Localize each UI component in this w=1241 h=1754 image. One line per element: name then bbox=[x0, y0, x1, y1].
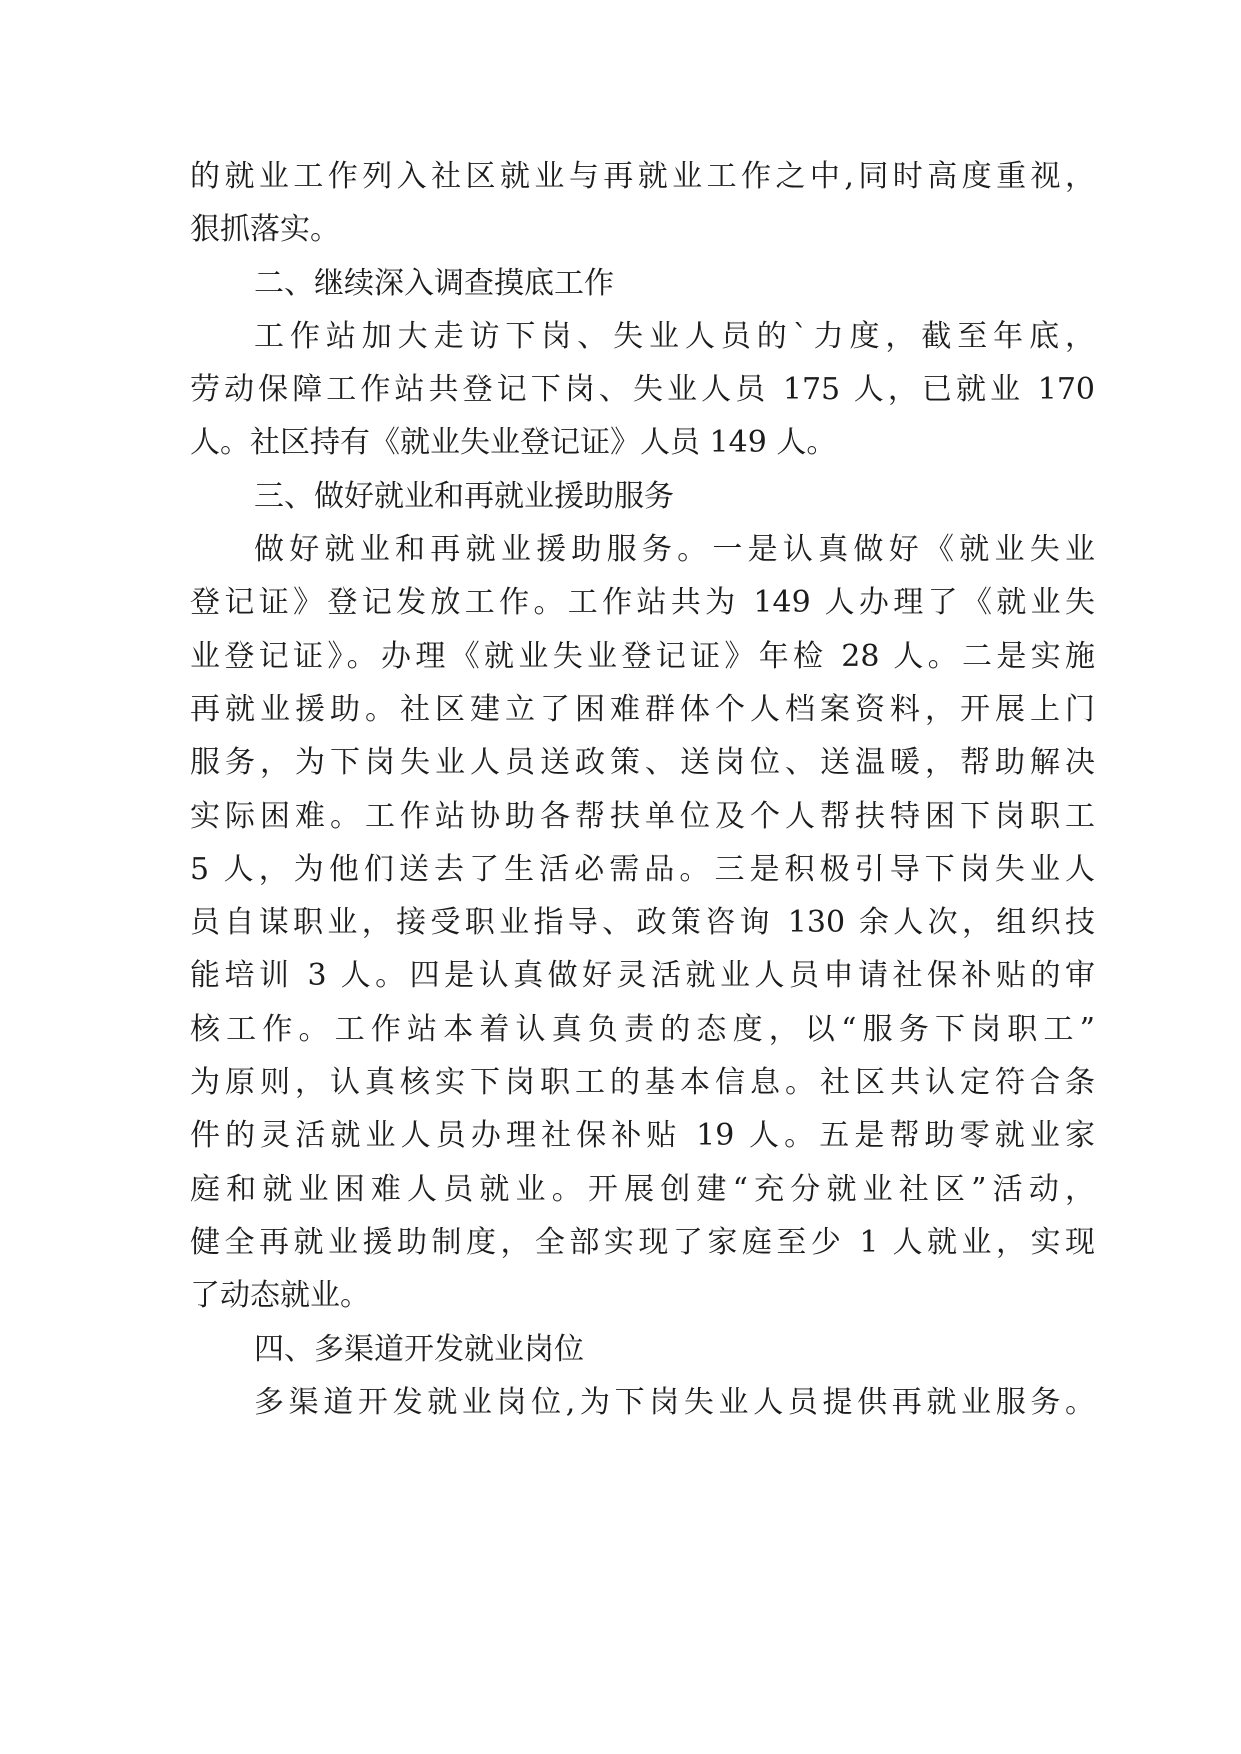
text-line: 件的灵活就业人员办理社保补贴 19 人。五是帮助零就业家 bbox=[190, 1118, 1095, 1154]
text-line: 了动态就业。 bbox=[190, 1278, 370, 1314]
document-body bbox=[190, 150, 1095, 1429]
text-line: 狠抓落实。 bbox=[190, 212, 340, 248]
text-line: 业登记证》。办理《就业失业登记证》年检 28 人。二是实施 bbox=[190, 638, 1095, 674]
text-line: 为原则，认真核实下岗职工的基本信息。社区共认定符合条 bbox=[190, 1065, 1095, 1101]
text-line: 登记证》登记发放工作。工作站共为 149 人办理了《就业失 bbox=[190, 585, 1095, 621]
text-line: 健全再就业援助制度，全部实现了家庭至少 1 人就业，实现 bbox=[190, 1224, 1095, 1260]
text-line: 实际困难。工作站协助各帮扶单位及个人帮扶特困下岗职工 bbox=[190, 798, 1095, 834]
text-line: 做好就业和再就业援助服务。一是认真做好《就业失业 bbox=[254, 532, 1095, 568]
text-line: 二、继续深入调查摸底工作 bbox=[254, 265, 614, 301]
text-line: 能培训 3 人。四是认真做好灵活就业人员申请社保补贴的审 bbox=[190, 958, 1095, 994]
text-line: 多渠道开发就业岗位,为下岗失业人员提供再就业服务。 bbox=[254, 1384, 1095, 1420]
text-line: 人。社区持有《就业失业登记证》人员 149 人。 bbox=[190, 425, 837, 461]
text-line: 核工作。工作站本着认真负责的态度，以“服务下岗职工” bbox=[190, 1011, 1095, 1047]
text-line: 庭和就业困难人员就业。开展创建“充分就业社区”活动， bbox=[190, 1171, 1095, 1207]
text-line: 5 人，为他们送去了生活必需品。三是积极引导下岗失业人 bbox=[190, 851, 1095, 887]
text-line: 劳动保障工作站共登记下岗、失业人员 175 人，已就业 170 bbox=[190, 372, 1095, 408]
text-line: 员自谋职业，接受职业指导、政策咨询 130 余人次，组织技 bbox=[190, 905, 1095, 941]
text-line: 四、多渠道开发就业岗位 bbox=[254, 1331, 584, 1367]
text-line: 三、做好就业和再就业援助服务 bbox=[254, 478, 674, 514]
text-line: 再就业援助。社区建立了困难群体个人档案资料，开展上门 bbox=[190, 691, 1095, 727]
text-line: 工作站加大走访下岗、失业人员的`力度，截至年底， bbox=[254, 318, 1095, 354]
text-line: 服务，为下岗失业人员送政策、送岗位、送温暖，帮助解决 bbox=[190, 745, 1095, 781]
text-line: 的就业工作列入社区就业与再就业工作之中,同时高度重视， bbox=[190, 159, 1095, 194]
